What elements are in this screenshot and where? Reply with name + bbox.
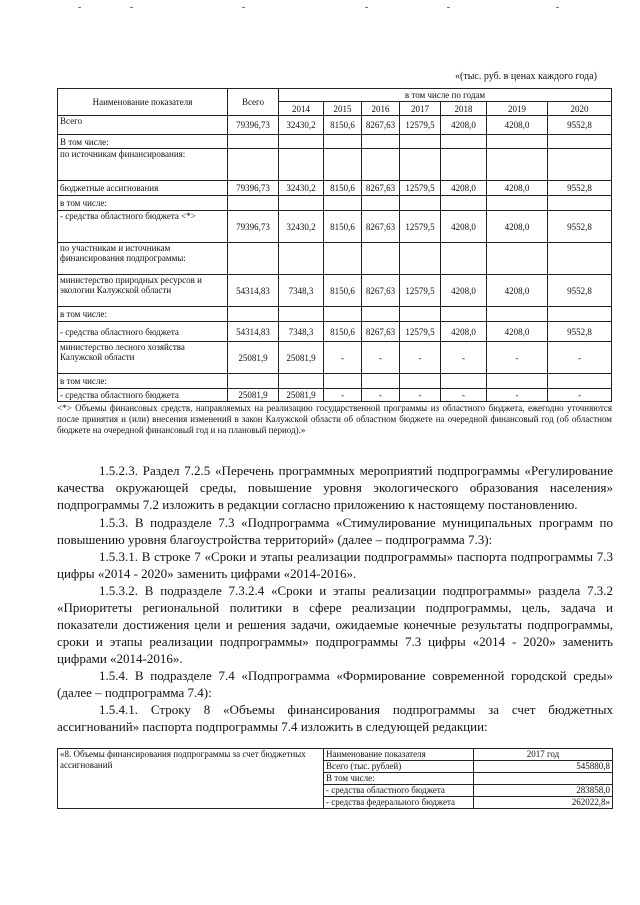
row-value	[487, 307, 548, 322]
row-value: 7348,3	[279, 275, 324, 307]
row-value	[548, 307, 612, 322]
row-value: 32430,2	[279, 211, 324, 243]
row-value: 8267,63	[362, 275, 400, 307]
row-value	[324, 243, 362, 275]
paragraph: 1.5.3.2. В подразделе 7.3.2.4 «Сроки и этапы реализации подпрограммы» раздела 7.3.2 «Приоритеты региональной политики в сфере реализации подпрограммы, цель, задача и показатели достижения цели и решения задачи, ожидаемые конечные результаты подпрограммы, сроки и этапы реализации подпрограммы» подпрограммы 7.3 цифры «2014 - 2020» заменить цифрами «2014-2016».	[57, 583, 613, 666]
table-row	[58, 342, 612, 374]
row-value	[441, 374, 487, 389]
header-year: 2015	[324, 102, 362, 116]
row-value: 79396,73	[228, 211, 279, 243]
row-value	[441, 149, 487, 181]
row-value: 4208,0	[487, 211, 548, 243]
header-year: 2019	[487, 102, 548, 116]
row-label: - средства областного бюджета <*>	[58, 211, 228, 243]
financing-table	[57, 88, 612, 402]
row-value: -	[362, 342, 400, 374]
row-value: 9552,8	[548, 275, 612, 307]
table-row	[58, 149, 612, 181]
header-indicator: Наименование показателя	[58, 89, 228, 116]
row-value: 12579,5	[400, 211, 441, 243]
financing-table-body	[58, 116, 612, 402]
row-value	[362, 243, 400, 275]
row-value: 4208,0	[441, 322, 487, 342]
row-value: 4208,0	[441, 181, 487, 196]
paragraph: 1.5.2.3. Раздел 7.2.5 «Перечень программных мероприятий подпрограммы «Регулирование качества окружающей среды, повышение уровня экологического образования населения» подпрограммы 7.2 изложить в редакции согласно приложению к настоящему постановлению.	[57, 463, 613, 512]
row-value	[362, 307, 400, 322]
row-value: 4208,0	[487, 322, 548, 342]
row-value	[400, 135, 441, 149]
passport-item-value: 262022,8»	[474, 797, 613, 809]
row-label: - средства областного бюджета	[58, 322, 228, 342]
row-label: Всего	[58, 116, 228, 135]
passport-item-label: Всего (тыс. рублей)	[324, 761, 474, 773]
row-value	[487, 149, 548, 181]
row-value: 4208,0	[441, 116, 487, 135]
units-note: «(тыс. руб. в ценах каждого года)	[455, 71, 597, 82]
row-value	[362, 374, 400, 389]
row-value: 54314,83	[228, 275, 279, 307]
row-value: -	[400, 389, 441, 402]
row-label: министерство лесного хозяйства Калужской области	[58, 342, 228, 374]
scan-mark	[78, 7, 81, 8]
row-value: -	[548, 342, 612, 374]
row-value: 9552,8	[548, 181, 612, 196]
header-year: 2016	[362, 102, 400, 116]
row-value: 4208,0	[441, 211, 487, 243]
row-value	[400, 307, 441, 322]
paragraph: 1.5.3.1. В строке 7 «Сроки и этапы реализации подпрограммы» паспорта подпрограммы 7.3 цифры «2014 - 2020» заменить цифрами «2014-2016».	[57, 549, 613, 581]
row-value	[487, 196, 548, 211]
row-value: 12579,5	[400, 322, 441, 342]
row-value: -	[548, 389, 612, 402]
table-row	[58, 275, 612, 307]
row-value	[324, 196, 362, 211]
paragraph: 1.5.4.1. Строку 8 «Объемы финансирования подпрограммы за счет бюджетных ассигнований» паспорта подпрограммы 7.4 изложить в следующей редакции:	[57, 702, 613, 734]
passport-item-value: 545880,8	[474, 761, 613, 773]
row-value: -	[441, 389, 487, 402]
row-value: 9552,8	[548, 322, 612, 342]
row-value: -	[362, 389, 400, 402]
row-value: 25081,9	[279, 389, 324, 402]
row-value: 8150,6	[324, 322, 362, 342]
row-value	[228, 196, 279, 211]
row-label: по участникам и источникам финансирования подпрограммы:	[58, 243, 228, 275]
row-value: 8267,63	[362, 181, 400, 196]
row-label: - средства областного бюджета	[58, 389, 228, 402]
row-value	[279, 374, 324, 389]
row-value: 12579,5	[400, 275, 441, 307]
row-label: министерство природных ресурсов и экологии Калужской области	[58, 275, 228, 307]
row-value	[487, 374, 548, 389]
passport-col-indicator: Наименование показателя	[324, 749, 474, 761]
row-value	[441, 307, 487, 322]
row-value	[324, 374, 362, 389]
passport-item-label: - средства областного бюджета	[324, 785, 474, 797]
row-value: 4208,0	[487, 181, 548, 196]
row-value	[362, 149, 400, 181]
row-value: 7348,3	[279, 322, 324, 342]
row-value: 25081,9	[228, 342, 279, 374]
row-label: В том числе:	[58, 135, 228, 149]
row-value	[548, 149, 612, 181]
row-value	[228, 374, 279, 389]
table-row	[58, 116, 612, 135]
passport-item-label: В том числе:	[324, 773, 474, 785]
table-row	[58, 243, 612, 275]
header-year: 2014	[279, 102, 324, 116]
row-value: -	[324, 389, 362, 402]
row-value	[228, 307, 279, 322]
scan-mark	[556, 7, 559, 8]
scan-mark	[242, 7, 245, 8]
row-value: -	[487, 389, 548, 402]
row-value	[400, 149, 441, 181]
header-year: 2017	[400, 102, 441, 116]
row-value: -	[324, 342, 362, 374]
row-value	[324, 135, 362, 149]
row-value: 32430,2	[279, 181, 324, 196]
footnote: <*> Объемы финансовых средств, направляемых на реализацию государственной программы из областного бюджета, ежегодно уточняются после принятия и (или) внесения изменений в закон Калужской области об областном бюджете на очередной финансовый год (об областном бюджете на очередной финансовый год и на плановый период).»	[57, 403, 612, 435]
row-value: 12579,5	[400, 116, 441, 135]
row-value	[228, 135, 279, 149]
row-value	[548, 374, 612, 389]
row-value	[362, 135, 400, 149]
row-value	[279, 196, 324, 211]
row-value	[362, 196, 400, 211]
row-value	[548, 135, 612, 149]
passport-item-value	[474, 773, 613, 785]
scan-mark	[130, 7, 133, 8]
header-years-caption: в том числе по годам	[279, 89, 612, 102]
row-value: -	[400, 342, 441, 374]
header-total: Всего	[228, 89, 279, 116]
row-value: 4208,0	[441, 275, 487, 307]
row-value: 4208,0	[487, 116, 548, 135]
row-value	[441, 196, 487, 211]
table-row	[58, 322, 612, 342]
scan-mark	[365, 7, 368, 8]
row-label: в том числе:	[58, 307, 228, 322]
row-value: 79396,73	[228, 181, 279, 196]
passport-col-year: 2017 год	[474, 749, 613, 761]
row-value	[279, 149, 324, 181]
row-value	[400, 374, 441, 389]
row-value: 9552,8	[548, 211, 612, 243]
row-value: 32430,2	[279, 116, 324, 135]
row-value: 54314,83	[228, 322, 279, 342]
row-value: 8150,6	[324, 275, 362, 307]
row-value: 8267,63	[362, 322, 400, 342]
scan-mark	[447, 7, 450, 8]
table-row	[58, 389, 612, 402]
row-label: по источникам финансирования:	[58, 149, 228, 181]
row-value	[548, 196, 612, 211]
row-value: -	[487, 342, 548, 374]
row-value: 79396,73	[228, 116, 279, 135]
row-value: 4208,0	[487, 275, 548, 307]
row-label: бюджетные ассигнования	[58, 181, 228, 196]
row-value: 8267,63	[362, 116, 400, 135]
row-value	[548, 243, 612, 275]
row-value	[400, 196, 441, 211]
row-value	[441, 135, 487, 149]
passport-item-label: - средства федерального бюджета	[324, 797, 474, 809]
table-row	[58, 374, 612, 389]
header-year: 2020	[548, 102, 612, 116]
table-row	[58, 211, 612, 243]
row-value: 8150,6	[324, 211, 362, 243]
row-label: в том числе:	[58, 196, 228, 211]
table-row	[58, 181, 612, 196]
row-value	[487, 243, 548, 275]
row-value: 9552,8	[548, 116, 612, 135]
row-value: 8150,6	[324, 116, 362, 135]
row-value	[279, 243, 324, 275]
row-value	[279, 135, 324, 149]
passport-row-label: «8. Объемы финансирования подпрограммы за счет бюджетных ассигнований	[58, 749, 324, 809]
table-row	[58, 307, 612, 322]
row-value: 12579,5	[400, 181, 441, 196]
table-row	[58, 135, 612, 149]
row-value: -	[441, 342, 487, 374]
row-value: 25081,9	[279, 342, 324, 374]
paragraph-block	[57, 462, 613, 735]
row-value: 25081,9	[228, 389, 279, 402]
row-value: 8150,6	[324, 181, 362, 196]
row-value	[400, 243, 441, 275]
row-value	[441, 243, 487, 275]
row-value: 8267,63	[362, 211, 400, 243]
row-value	[228, 243, 279, 275]
passport-item-value: 283858,0	[474, 785, 613, 797]
table-row	[58, 196, 612, 211]
paragraph: 1.5.4. В подразделе 7.4 «Подпрограмма «Формирование современной городской среды» (далее – подпрограмма 7.4):	[57, 668, 613, 700]
row-value	[324, 149, 362, 181]
paragraph: 1.5.3. В подразделе 7.3 «Подпрограмма «Стимулирование муниципальных программ по повышению уровня благоустройства территорий» (далее – подпрограмма 7.3):	[57, 515, 613, 547]
header-year: 2018	[441, 102, 487, 116]
row-value	[228, 149, 279, 181]
row-value	[487, 135, 548, 149]
passport-row-table	[57, 748, 613, 809]
row-value	[324, 307, 362, 322]
row-label: в том числе:	[58, 374, 228, 389]
row-value	[279, 307, 324, 322]
